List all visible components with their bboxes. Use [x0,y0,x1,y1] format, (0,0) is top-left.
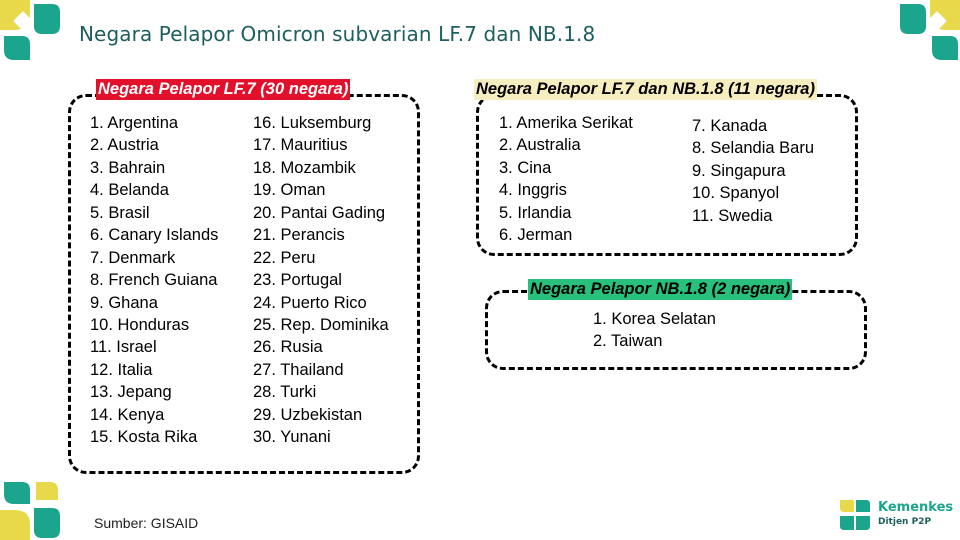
list-item: 3. Bahrain [90,158,166,177]
nb18-list [593,308,716,353]
page-title: Negara Pelapor Omicron subvarian LF.7 dan NB.1.8 [79,22,596,46]
list-item: 24. Puerto Rico [253,293,367,312]
list-item: 30. Yunani [253,428,331,447]
logo-subtitle: Ditjen P2P [878,517,932,527]
logo-title: Kemenkes [878,500,954,515]
list-item: 11. Swedia [692,206,773,225]
lf7-header: Negara Pelapor LF.7 (30 negara) [98,80,349,98]
list-item: 18. Mozambik [253,158,356,177]
list-item: 23. Portugal [253,271,342,290]
list-item: 9. Singapura [692,161,786,180]
list-item: 8. Selandia Baru [692,139,815,158]
both-header: Negara Pelapor LF.7 dan NB.1.8 (11 negara) [476,80,815,98]
list-item: 1. Korea Selatan [593,310,716,328]
list-item: 26. Rusia [253,338,323,357]
source-note: Sumber: GISAID [94,515,199,531]
list-item: 2. Australia [499,136,581,155]
list-item: 10. Spanyol [692,184,780,203]
list-item: 8. French Guiana [90,271,218,290]
both-list-col1 [499,112,633,247]
list-item: 1. Amerika Serikat [499,114,633,132]
kemenkes-logo [838,498,953,532]
list-item: 11. Israel [90,338,157,357]
list-item: 2. Austria [90,136,159,155]
list-item: 29. Uzbekistan [253,405,363,424]
list-item: 20. Pantai Gading [253,203,386,222]
lf7-list-col1 [90,112,218,449]
list-item: 27. Thailand [253,360,344,379]
list-item: 19. Oman [253,181,326,200]
list-item: 1. Argentina [90,114,179,132]
list-item: 16. Luksemburg [253,114,372,132]
list-item: 5. Brasil [90,203,150,222]
list-item: 4. Belanda [90,181,169,200]
list-item: 2. Taiwan [593,332,663,351]
list-item: 4. Inggris [499,181,567,200]
corner-ornament-top-right [896,0,960,62]
list-item: 22. Peru [253,248,316,267]
list-item: 9. Ghana [90,293,158,312]
list-item: 17. Mauritius [253,136,348,155]
list-item: 6. Canary Islands [90,226,219,245]
list-item: 6. Jerman [499,226,573,245]
list-item: 3. Cina [499,158,552,177]
nb18-header: Negara Pelapor NB.1.8 (2 negara) [530,280,791,298]
corner-ornament-bottom-left [0,478,64,540]
list-item: 15. Kosta Rika [90,428,198,447]
lf7-list-col2 [253,112,389,449]
list-item: 14. Kenya [90,405,165,424]
list-item: 7. Kanada [692,117,768,135]
list-item: 28. Turki [253,383,317,402]
both-list-col2 [692,115,814,227]
corner-ornament-top-left [0,0,64,62]
list-item: 13. Jepang [90,383,172,402]
list-item: 12. Italia [90,360,153,379]
list-item: 7. Denmark [90,248,176,267]
list-item: 5. Irlandia [499,203,572,222]
list-item: 10. Honduras [90,315,190,334]
kemenkes-emblem-icon [838,498,872,532]
list-item: 25. Rep. Dominika [253,315,389,334]
list-item: 21. Perancis [253,226,345,245]
